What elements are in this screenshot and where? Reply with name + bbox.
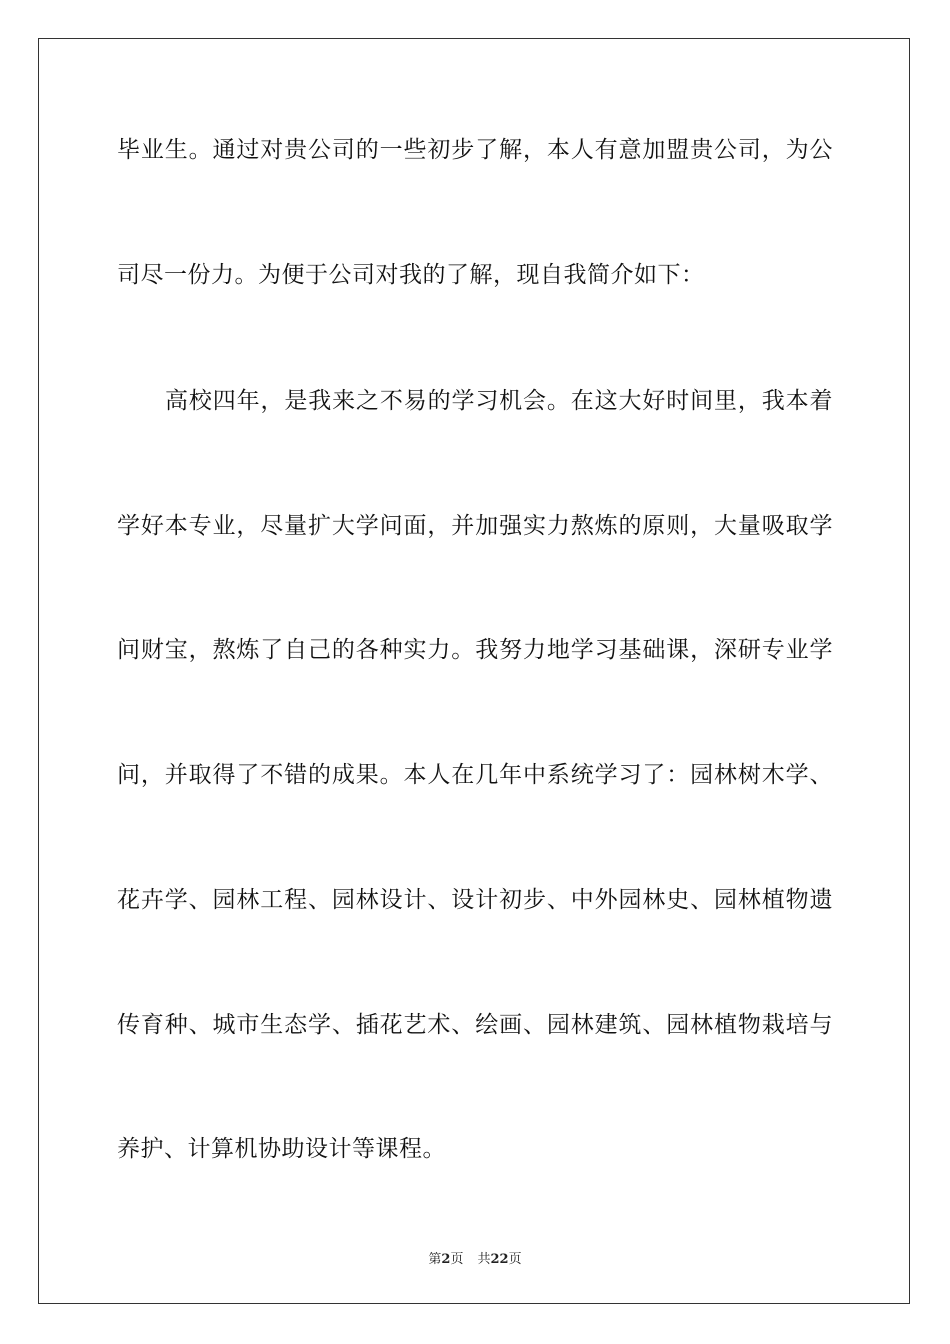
page-border — [38, 38, 910, 1304]
total-prefix: 共 — [477, 1252, 491, 1267]
body-line-5: 问财宝，熬炼了自己的各种实力。我努力地学习基础课，深研专业学 — [117, 637, 833, 663]
page-footer — [0, 1248, 950, 1267]
body-line-4: 学好本专业，尽量扩大学问面，并加强实力熬炼的原则，大量吸取学 — [117, 513, 833, 539]
body-line-9: 养护、计算机协助设计等课程。 — [117, 1136, 446, 1162]
total-pages: 22 — [490, 1252, 509, 1267]
body-line-6: 问，并取得了不错的成果。本人在几年中系统学习了：园林树木学、 — [117, 762, 833, 788]
body-line-7: 花卉学、园林工程、园林设计、设计初步、中外园林史、园林植物遗 — [117, 887, 833, 913]
page-suffix: 页 — [450, 1252, 464, 1267]
page-prefix: 第 — [428, 1252, 442, 1267]
total-suffix: 页 — [508, 1252, 522, 1267]
page-number: 2 — [441, 1252, 451, 1267]
body-line-2: 司尽一份力。为便于公司对我的了解，现自我简介如下： — [117, 262, 705, 288]
body-line-1: 毕业生。通过对贵公司的一些初步了解，本人有意加盟贵公司，为公 — [117, 137, 833, 163]
body-line-3: 高校四年，是我来之不易的学习机会。在这大好时间里，我本着 — [165, 388, 833, 414]
body-line-8: 传育种、城市生态学、插花艺术、绘画、园林建筑、园林植物栽培与 — [117, 1012, 833, 1038]
